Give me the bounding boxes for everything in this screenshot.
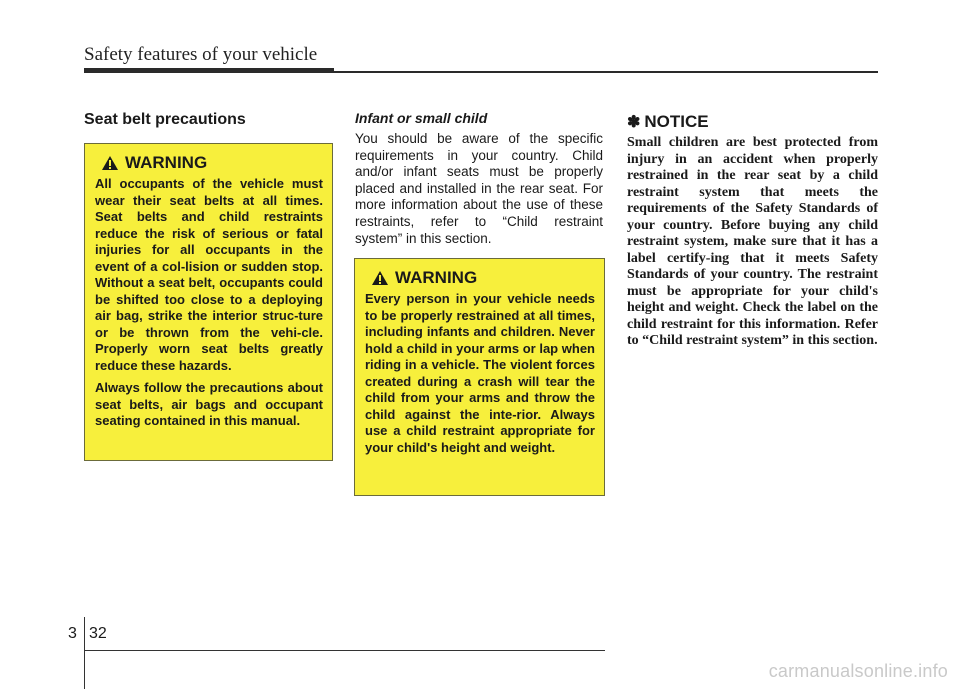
warning-label: WARNING [395,268,478,287]
page-number: 32 [89,625,107,642]
warning-paragraph-2: Always follow the precautions about seat belts, air bags and occupant seating contained in this manual. [95,380,323,428]
footer-rule-horizontal [85,650,605,651]
warning-box-child [354,258,605,496]
warning-paragraph: Every person in your vehicle needs to be properly restrained at all times, including infants and children. Never hold a child in your arms or lap when riding in a vehicle. The violent forces created during a crash will tear the child from your arms and throw the child against the inte-rior. Always use a child restraint appropriate for your child's height and weight. [365,291,595,455]
section-title: Seat belt precautions [84,111,246,128]
header-rule-thick [84,68,334,73]
notice-star-icon: ✽ [627,114,641,131]
header-rule-thin [334,71,878,73]
warning-heading [371,265,595,291]
warning-heading [101,150,323,176]
subsection-title: Infant or small child [355,110,488,126]
body-paragraph: You should be aware of the specific requirements in your country. Child and/or infant seats must be properly placed and installed in the rear seat. For more information about the use of these restraints, refer to “Child restraint system” in this section. [355,131,603,246]
warning-triangle-icon [101,155,119,171]
warning-box-seat-belts [84,143,333,461]
notice-heading [627,112,709,132]
watermark: carmanualsonline.info [768,661,948,681]
page-header-title: Safety features of your vehicle [84,44,318,65]
warning-triangle-icon [371,270,389,286]
warning-label: WARNING [125,153,208,172]
notice-paragraph: Small children are best protected from injury in an accident when properly restrained in the rear seat by a child restraint system that meets the requirements of the Safety Standards of your country. Before buying any child restraint system, make sure that it has a label certify-ing that it meets Safety Standards of your country. The restraint must be appropriate for your child's height and weight. Check the label on the child restraint for this information. Refer to “Child restraint system” in this section. [627,135,878,348]
footer-rule-vertical [84,617,85,689]
warning-paragraph-1: All occupants of the vehicle must wear their seat belts at all times. Seat belts and child restraints reduce the risk of serious or fatal injuries for all occupants in the event of a col-lision or sudden stop. Without a seat belt, occupants could be shifted too close to a deploying air bag, strike the interior struc-ture or be thrown from the vehi-cle. Properly worn seat belts greatly reduce these hazards. [95,176,323,373]
chapter-number: 3 [68,625,77,642]
notice-label: NOTICE [644,112,709,131]
